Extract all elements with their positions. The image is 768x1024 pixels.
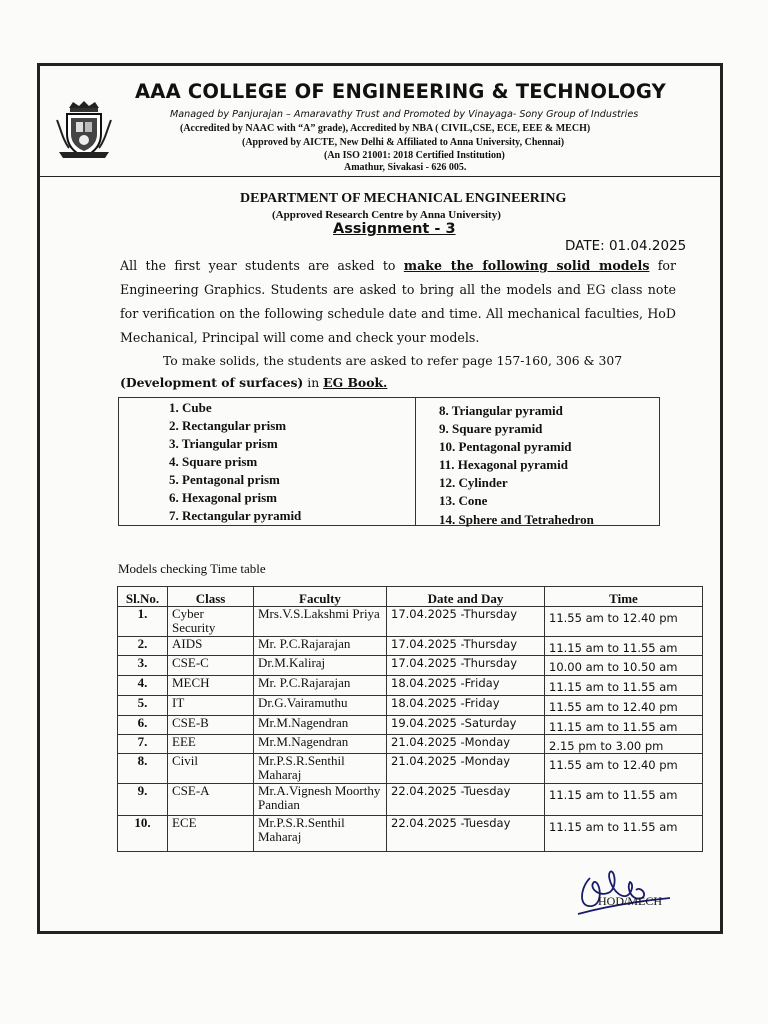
managed-by-line: Managed by Panjurajan – Amaravathy Trust and Promoted by Vinayaga- Sony Group of Industries <box>170 109 639 120</box>
table-row: 1. Cyber Security Mrs.V.S.Lakshmi Priya 17.04.2025 -Thursday 11.55 am to 12.40 pm <box>118 607 703 637</box>
table-row: 10. ECE Mr.P.S.R.Senthil Maharaj 22.04.2025 -Tuesday 11.15 am to 11.55 am <box>118 816 703 852</box>
solid-item: 12. Cylinder <box>439 475 508 490</box>
iso-line: (An ISO 21001: 2018 Certified Institution) <box>324 150 505 161</box>
address-line: Amathur, Sivakasi - 626 005. <box>344 162 467 173</box>
timetable <box>117 586 703 852</box>
solid-item: 10. Pentagonal pyramid <box>439 439 572 454</box>
assignment-date: DATE: 01.04.2025 <box>565 238 687 254</box>
header-date: Date and Day <box>387 587 545 607</box>
header-time: Time <box>545 587 703 607</box>
solid-item: 3. Triangular prism <box>169 436 278 451</box>
solid-item: 14. Sphere and Tetrahedron <box>439 512 594 527</box>
solid-item: 11. Hexagonal pyramid <box>439 457 568 472</box>
solid-item: 8. Triangular pyramid <box>439 403 563 418</box>
table-row: 9. CSE-A Mr.A.Vignesh Moorthy Pandian 22.04.2025 -Tuesday 11.15 am to 11.55 am <box>118 784 703 816</box>
approval-line: (Approved by AICTE, New Delhi & Affiliated to Anna University, Chennai) <box>242 137 565 148</box>
solid-item: 5. Pentagonal prism <box>169 472 280 487</box>
table-row: 8. Civil Mr.P.S.R.Senthil Maharaj 21.04.2025 -Monday 11.55 am to 12.40 pm <box>118 754 703 784</box>
signature-caption: HOD/MECH <box>598 894 663 908</box>
hod-signature <box>570 858 680 928</box>
solid-item: 4. Square prism <box>169 454 258 469</box>
header-faculty: Faculty <box>254 587 387 607</box>
table-row: 7. EEE Mr.M.Nagendran 21.04.2025 -Monday 2.15 pm to 3.00 pm <box>118 735 703 754</box>
solid-item: 13. Cone <box>439 493 488 508</box>
header-class: Class <box>168 587 254 607</box>
solid-models-emphasis: make the following solid models <box>403 258 650 273</box>
department-title: DEPARTMENT OF MECHANICAL ENGINEERING <box>240 191 567 206</box>
accreditation-line: (Accredited by NAAC with “A” grade), Accredited by NBA ( CIVIL,CSE, ECE, EEE & MECH) <box>180 123 591 134</box>
solids-list-box <box>118 397 660 526</box>
header-divider <box>40 176 720 177</box>
assignment-title: Assignment - 3 <box>333 221 456 237</box>
solid-item: 7. Rectangular pyramid <box>169 508 302 523</box>
solid-item: 9. Square pyramid <box>439 421 543 436</box>
instruction-paragraph: All the first year students are asked to make the following solid models for Engineering Graphics. Students are asked to bring all the models and EG class note for verification on the following schedule date and time. All mechanical faculties, HoD Mechanical, Principal will come and check your models. <box>120 258 676 345</box>
table-row: 6. CSE-B Mr.M.Nagendran 19.04.2025 -Saturday 11.15 am to 11.55 am <box>118 716 703 735</box>
reference-paragraph: To make solids, the students are asked to refer page 157-160, 306 & 307 (Development of surfaces) in EG Book. <box>120 353 623 390</box>
solid-item: 2. Rectangular prism <box>169 418 287 433</box>
college-crest-icon <box>55 100 113 160</box>
table-row: 5. IT Dr.G.Vairamuthu 18.04.2025 -Friday 11.55 am to 12.40 pm <box>118 696 703 716</box>
solid-item: 1. Cube <box>169 400 212 415</box>
solid-item: 6. Hexagonal prism <box>169 490 277 505</box>
table-row: 3. CSE-C Dr.M.Kaliraj 17.04.2025 -Thursday 10.00 am to 10.50 am <box>118 656 703 676</box>
research-centre-note: (Approved Research Centre by Anna University) <box>272 209 501 221</box>
timetable-label: Models checking Time table <box>118 561 266 576</box>
college-name: AAA COLLEGE OF ENGINEERING & TECHNOLOGY <box>135 80 666 103</box>
header-slno: Sl.No. <box>118 587 168 607</box>
table-row: 2. AIDS Mr. P.C.Rajarajan 17.04.2025 -Thursday 11.15 am to 11.55 am <box>118 637 703 656</box>
table-row: 4. MECH Mr. P.C.Rajarajan 18.04.2025 -Friday 11.15 am to 11.55 am <box>118 676 703 696</box>
timetable-header-row <box>118 587 703 607</box>
